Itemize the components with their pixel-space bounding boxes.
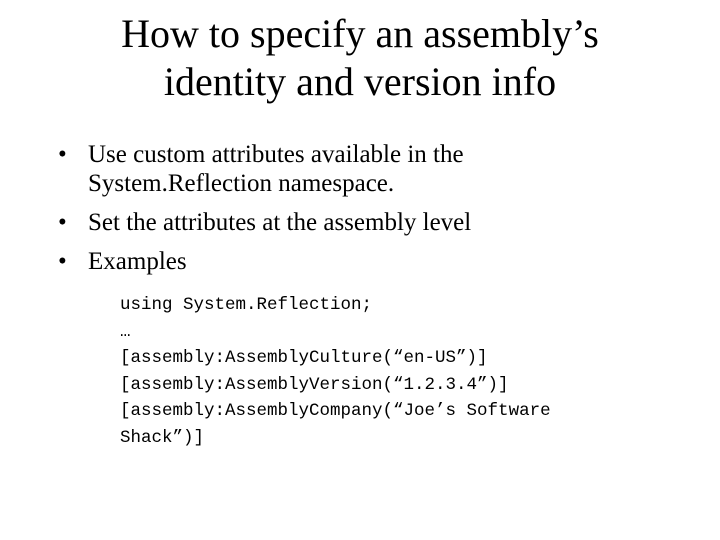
code-line: [assembly:AssemblyCulture(“en-US”)] (120, 348, 488, 368)
code-line: … (120, 321, 131, 342)
slide-title (40, 10, 680, 106)
bullet-text: Set the attributes at the assembly level (88, 209, 472, 236)
bullet-text-continued: System.Reflection namespace. (88, 170, 395, 197)
bullet-text: Examples (88, 248, 187, 275)
bullet-icon: • (58, 209, 67, 236)
title-line-2: identity and version info (163, 59, 557, 104)
title-line-1: How to specify an assembly’s (121, 11, 599, 56)
bullet-icon: • (58, 248, 67, 275)
bullet-text: Use custom attributes available in the (88, 141, 464, 168)
bullet-icon: • (58, 141, 67, 168)
bullet-item (58, 140, 688, 198)
bullet-list (58, 140, 688, 286)
code-line: using System.Reflection; (120, 295, 373, 315)
code-line: [assembly:AssemblyCompany(“Joe’s Software (120, 401, 551, 421)
code-example (120, 292, 660, 451)
bullet-item (58, 247, 688, 276)
code-line: Shack”)] (120, 427, 205, 448)
bullet-item (58, 208, 688, 237)
code-line: [assembly:AssemblyVersion(“1.2.3.4”)] (120, 374, 509, 395)
